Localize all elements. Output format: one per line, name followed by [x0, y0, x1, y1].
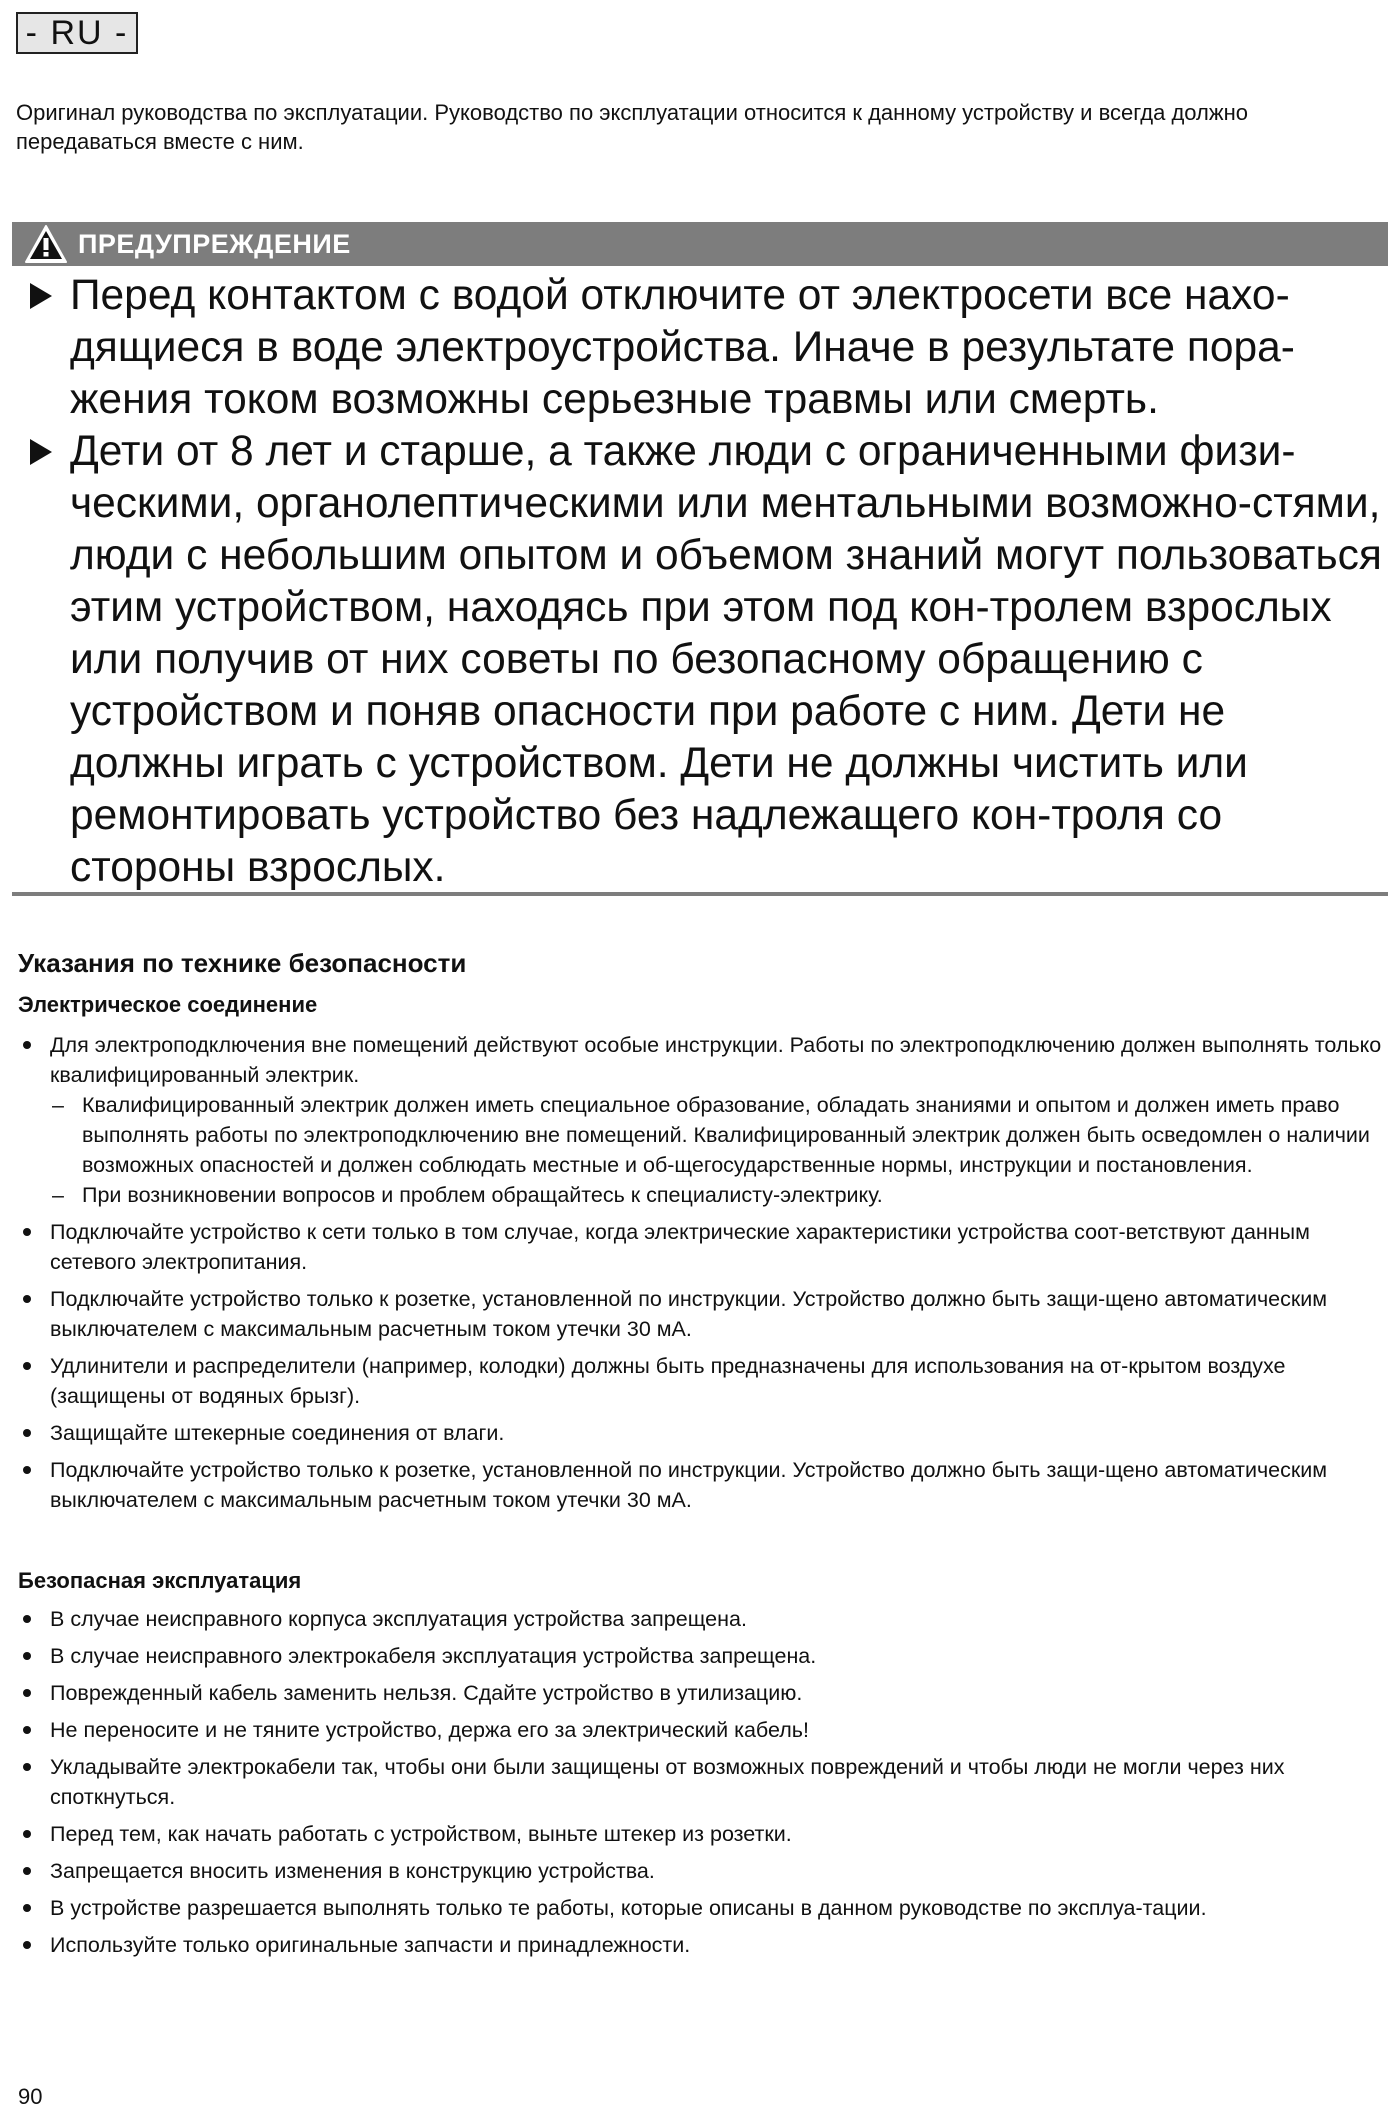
list-item — [18, 1856, 1388, 1886]
list-item — [18, 1893, 1388, 1923]
sub-list-item — [50, 1180, 1388, 1210]
list-item — [18, 1217, 1388, 1277]
list-item-text: Подключайте устройство только к розетке, установленной по инструкции. Устройство должно быть защи-щено автоматическим выключателем с максимальным расчетным током утечки 30 мА. — [50, 1287, 1328, 1341]
warning-list — [28, 270, 1388, 894]
list-item-text: Запрещается вносить изменения в конструкцию устройства. — [50, 1859, 655, 1883]
list-item-text: Подключайте устройство только к розетке, установленной по инструкции. Устройство должно быть защи-щено автоматическим выключателем с максимальным расчетным током утечки 30 мА. — [50, 1458, 1328, 1512]
list-item-text: Удлинители и распределители (например, колодки) должны быть предназначены для использования на от-крытом воздухе (защищены от водяных брызг). — [50, 1354, 1286, 1408]
list-item — [18, 1678, 1388, 1708]
list-item-text: Используйте только оригинальные запчасти и принадлежности. — [50, 1933, 691, 1957]
list-item — [18, 1455, 1388, 1515]
operation-list — [18, 1604, 1388, 1967]
list-item-text: Перед тем, как начать работать с устройством, выньте штекер из розетки. — [50, 1822, 792, 1846]
arrow-right-icon — [30, 439, 52, 465]
list-item — [18, 1418, 1388, 1448]
sub-list-item-text: Квалифицированный электрик должен иметь специальное образование, обладать знаниями и опытом и должен иметь право выполнять работы по электроподключению вне помещений. Квалифицированный электрик должен быть осведомлен о наличии возможных опасностей и должен соблюдать местные и об-щегосударственные нормы, инструкции и постановления. — [82, 1093, 1370, 1177]
list-item-text: Для электроподключения вне помещений действуют особые инструкции. Работы по электроподключению должен выполнять только квалифицированный электрик. — [50, 1033, 1382, 1087]
warning-item-text: Перед контактом с водой отключите от электросети все нахо-дящиеся в воде электроустройства. Иначе в результате пора-жения током возможны серьезные травмы или смерть. — [70, 272, 1295, 423]
warning-item — [28, 426, 1388, 894]
list-item-text: В случае неисправного корпуса эксплуатация устройства запрещена. — [50, 1607, 747, 1631]
warning-item — [28, 270, 1388, 426]
language-label: - RU - — [16, 12, 138, 54]
list-item — [18, 1284, 1388, 1344]
safety-section-title: Указания по технике безопасности — [18, 948, 467, 978]
intro-text: Оригинал руководства по эксплуатации. Руководство по эксплуатации относится к данному устройству и всегда должно передаваться вместе с ним. — [16, 100, 1248, 154]
list-item — [18, 1604, 1388, 1634]
sub-list-item — [50, 1090, 1388, 1180]
list-item — [18, 1030, 1388, 1210]
list-item — [18, 1819, 1388, 1849]
list-item-text: В случае неисправного электрокабеля эксплуатация устройства запрещена. — [50, 1644, 817, 1668]
list-item-text: Поврежденный кабель заменить нельзя. Сдайте устройство в утилизацию. — [50, 1681, 803, 1705]
list-item — [18, 1930, 1388, 1960]
list-item — [18, 1715, 1388, 1745]
electrical-list — [18, 1030, 1388, 1522]
warning-divider — [12, 892, 1388, 896]
warning-item-text: Дети от 8 лет и старше, а также люди с ограниченными физи-ческими, органолептическими или ментальными возможно-стями, люди с небольшим опытом и объемом знаний могут пользоваться этим устройством, находясь при этом под кон-тролем взрослых или получив от них советы по безопасному обращению с устройством и поняв опасности при работе с ним. Дети не должны играть с устройством. Дети не должны чистить или ремонтировать устройство без надлежащего кон-троля со стороны взрослых. — [70, 428, 1382, 891]
sub-list-item-text: При возникновении вопросов и проблем обращайтесь к специалисту-электрику. — [82, 1183, 883, 1207]
warning-title: ПРЕДУПРЕЖДЕНИЕ — [78, 228, 351, 259]
list-item-text: Подключайте устройство к сети только в том случае, когда электрические характеристики устройства соот-ветствуют данным сетевого электропитания. — [50, 1220, 1310, 1274]
list-item-text: В устройстве разрешается выполнять только те работы, которые описаны в данном руководстве по эксплуа-тации. — [50, 1896, 1207, 1920]
list-item-text: Укладывайте электрокабели так, чтобы они были защищены от возможных повреждений и чтобы люди не могли через них споткнуться. — [50, 1755, 1285, 1809]
list-item-text: Защищайте штекерные соединения от влаги. — [50, 1421, 505, 1445]
arrow-right-icon — [30, 283, 52, 309]
warning-triangle-icon — [24, 224, 68, 264]
page-number: 90 — [18, 2084, 43, 2109]
list-item — [18, 1351, 1388, 1411]
warning-header — [12, 222, 1388, 266]
sub-list — [50, 1090, 1388, 1210]
list-item — [18, 1752, 1388, 1812]
operation-subtitle: Безопасная эксплуатация — [18, 1568, 302, 1593]
list-item-text: Не переносите и не тяните устройство, держа его за электрический кабель! — [50, 1718, 809, 1742]
list-item — [18, 1641, 1388, 1671]
electrical-subtitle: Электрическое соединение — [18, 992, 318, 1017]
